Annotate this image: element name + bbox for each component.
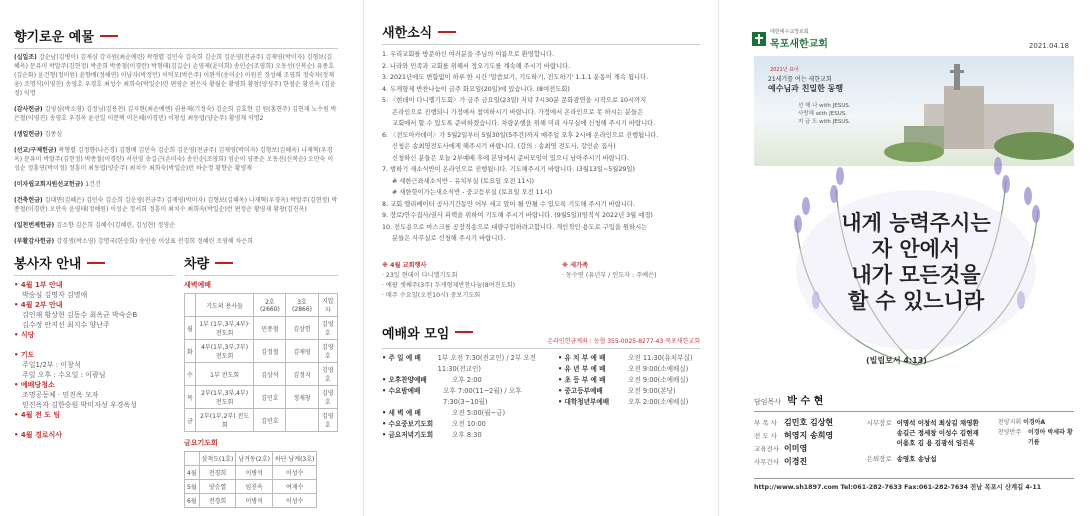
offering-label: (감사헌금) (14, 106, 45, 113)
table-cell: 김영호 (318, 386, 337, 409)
worship-time: 오후 7:00(11~2월) / 오후 7:30(3~10월) (443, 386, 522, 406)
table-header-cell: 지압자 (318, 294, 337, 317)
service-line (14, 340, 174, 350)
table-header-cell: 하단 남계(3호) (273, 452, 317, 466)
service-heading: • 4월 경로식사 (14, 431, 63, 439)
staff-row (754, 418, 867, 428)
table-header-cell: 남겨동(2호) (236, 452, 273, 466)
table-cell: 김영호 (318, 340, 337, 363)
worship-time: 1부 오전 7:30(전교인) / 2부 오전 11:30(전교인) (437, 353, 537, 373)
staff-role: 부 목 사 (754, 419, 777, 427)
left-panel (0, 0, 360, 516)
service-section: 봉사자 안내 • 4월 1부 안내 박숭심 김명자 김명애 • 4월 2부 안내 김인재 황상현 김동수 최옥균 박숙순B 김수정 안지선 최지수 양난주 • 식당 • 기도 주일1/2부 : 이창석 주일 오후 : 수요일 : 이광님 • 예배당청소 조명공동체 · 믿진옥 모자 믿진옥자 김한승원 박미자성 우경옥성 • 4월 전 도 팀 • 4월 경로식사 (14, 253, 174, 508)
worship-time: 오전 10:00 (452, 419, 486, 428)
news-item: 분들은 사무실로 신청해 주시기 바랍니다. (392, 235, 506, 242)
bus-title: 새벽예배 (184, 281, 212, 289)
verse-reference: (빌립보서 4:13) (866, 356, 927, 365)
service-line: 주일1/2부 : 이창석 (22, 361, 81, 369)
worship-time: 오전 5:00(월~금) (452, 408, 506, 417)
news-item: 10. 전도용으로 마스크를 공장직송으로 대량구입하려고합니다. 개인적인 용도로 구입을 원하시는 (382, 223, 648, 231)
staff-row (754, 431, 867, 441)
offering-group: (일천번제헌금) 김소향 김은희 김혜수(김혜린, 김성현) 정영순 (14, 222, 175, 229)
worship-time: 오전 9:00(소예배실) (628, 375, 689, 384)
worship-name: • 새 벽 예 배 (382, 408, 421, 417)
table-cell: 1부 전도회 (195, 363, 254, 386)
news-item: # 새한근좌새소식반 - 유치부실 (토요일 오전 11시) (392, 177, 534, 185)
cross-icon (752, 32, 766, 46)
staff-section: 담임목사 박 수 현 부 목 사 김민호 김상현 전 도 사 허영지 송희영 교육전사 이미영 사무간사 이경진 시무장로 이명석 이창석 최상길 채영환 송길근 정세창 이성수 김현재 이용호 김 용 김광석 임진옥 은퇴장로 송영호 송남섭 찬양지휘 이경아A 찬양반주 이경아 박세라 황기름 (754, 396, 1073, 466)
offering-group: (부활감사헌금) 강경생(박소영) 강명국(한승희) 송인송 이상표 전경희 정혜린 조영해 차은희 (14, 238, 253, 245)
service-line: 조명공동체 · 믿진옥 모자 (22, 391, 99, 399)
table-header-cell: 삼척도(1호) (199, 452, 236, 466)
staff-name: 김민호 김상현 (784, 418, 834, 427)
service-line: 김수정 안지선 최지수 양난주 (22, 321, 110, 329)
event-item: · 예팔 셋째주(3주) 두게형제반찬나눔(8여전도회) (382, 281, 515, 289)
table-cell: 4부(1부,3부,7부) 전도회 (195, 340, 254, 363)
staff-name: 이미영 (784, 444, 808, 453)
senior-pastor: 박 수 현 (787, 396, 824, 407)
scripture-verse: 내게 능력주시는 자 안에서 내가 모든것을 할 수 있느니라 (841, 210, 991, 313)
offering-label: (미자립교회지원선교헌금) (14, 181, 86, 188)
table-cell: 월 (185, 317, 196, 340)
table-cell: 정재창 (286, 386, 318, 409)
news-item: 1. 우리교회를 방문하신 여러분을 주님의 이름으로 환영합니다. (382, 51, 555, 58)
table-cell: 김상석 (254, 363, 286, 386)
staff-name: 이경진 (784, 457, 808, 466)
table-row (185, 409, 338, 432)
worship-row (382, 408, 552, 419)
offering-group: (감사헌금) 김영심(박소영) 김정님(김용천) 김지현(최순예엔) 권용재(기정숙) 김순희 김효현 김 원(홍현주) 김현재 노수원 박은철(이영진) 송영호 우경옥 윤선일 이문택 이은혜(이경민) 이창섭 최동엽(양순주) 황영재 익명2 (14, 106, 337, 122)
table-cell: 양승열 (199, 480, 236, 494)
fold-line-1 (363, 0, 364, 516)
table-row (185, 386, 338, 409)
table-row (185, 466, 317, 480)
offering-group: (미자립교회지원선교헌금) 1건건 (14, 181, 101, 188)
worship-time: 오후 8:30 (452, 430, 482, 439)
table-row (185, 340, 338, 363)
table-cell (286, 409, 318, 432)
staff-role: 교육전사 (754, 445, 780, 453)
footer-contact: http://www.sh1897.com Tel:061-282-7633 Fax:061-282-7634 전남 목포시 산계길 4-11 (754, 478, 1074, 491)
service-line (14, 420, 174, 430)
church-logo: 대한예수교장로회 목포새한교회 (752, 28, 828, 50)
table-cell: 5월 (185, 480, 200, 494)
worship-name: • 오후찬양예배 (382, 375, 427, 384)
offering-list (14, 53, 338, 246)
news-title: 새한소식 (382, 22, 700, 41)
offering-group: (생일헌금) 김종심 (14, 131, 63, 138)
worship-name: • 수요중보기도회 (382, 419, 434, 428)
worship-name: • 유 치 부 예 배 (558, 353, 606, 362)
worship-schedule (382, 353, 700, 441)
news-item: 9. 장로/안수집사/권사 피택을 위하여 기도해 주시기 바랍니다. (9월5일)(임직식 2022년 3월 예정) (382, 212, 653, 219)
newcomer-item: · 동수연 (유년부 / 인도자 : 주예은) (562, 271, 657, 279)
offering-group: (선교/구제헌금) 곽형렬 김정향(나은경) 김형배 김민숙 김순희 김운영(전금주) 김재영(박미자) 김형보(김혜옥) 나재혁(우경옥) 문유미 박말주(김현정) 박종철(이경란) 서선영 송길근(손미숙) 송인순(조영희) 엄순이 양종순 오동선(신복순) 오만숙 이성순 정홍연(박미정) 정흥미 최동엽(양순주) 최치수 최희숙(박일순)런 하순정 황향순 황영재 (14, 147, 334, 172)
table-row (185, 317, 338, 340)
table-cell: 수 (185, 363, 196, 386)
table-cell: 김민호 (254, 386, 286, 409)
table-cell: 민종철 (254, 317, 286, 340)
worship-name: • 중고등부예배 (558, 386, 603, 395)
offering-label: (선교/구제헌금) (14, 147, 59, 154)
table-cell: 이성수 (273, 466, 317, 480)
worship-name: • 주 일 예 배 (382, 353, 421, 362)
worship-time: 오전 11:30(유치부실) (628, 353, 693, 362)
worship-name: • 초 등 부 예 배 (558, 375, 606, 384)
table-cell: 김민호 (254, 409, 286, 432)
bus-table (184, 293, 338, 432)
middle-panel (370, 0, 710, 516)
table-cell: 1부 (1부,3부,4부)·전도회 (195, 317, 254, 340)
worship-time: 오후 2:00(소예배실) (628, 397, 689, 406)
news-item: 3. 2021년에도 변함없이 하루 한 시간 '말씀보기, 기도하기, 전도하기' 1.1.1 운동이 계속 됩니다. (382, 74, 649, 81)
worship-row (558, 386, 692, 397)
news-item: 교회에서 할 수 있도록 준비하겠습니다. 차량운행을 위해 미리 사무실에 신청해 주시기 바랍니다. (392, 120, 656, 127)
staff-role: 사무간사 (754, 458, 780, 466)
worship-row (382, 419, 552, 430)
service-heading: • 4월 2부 안내 (14, 301, 63, 309)
news-item: 2. 나라와 민족과 교회를 위해서 정오기도를 계속해 주시기 바랍니다. (382, 62, 571, 70)
offering-group: (십일조) 강순남(김병이) 김재심 강지원(최순애련) 곽형렬 김민숙 김숙희 김순희 김운영(전금주) 김재영(박미자) 김형보(김혜옥) 문유미 박말주(김현정) 박준희 박종철(이경란) 박형태(김길순) 손영제(윤미희) 송인순(조영희) 오동선(신복순) 유종호(김순화) 윤건형(정미원) 윤향배(정해연) 이남자(박정민) 이덕모(박은주) 이완석(송미순) 이원진 정성혜 조영희 정숙자(정재웅) 조명식(이영진) 송영호 우경호 최성수 최희숙(박일순)런 편영순 편은자 황월순 황영희 황창(양성주) 한점순 황진옥 (김윤정) 익명 (14, 54, 336, 97)
offering-label: (일천번제헌금) (14, 222, 57, 229)
table-cell: 김영호 (318, 317, 337, 340)
worship-name: • 유 년 부 예 배 (558, 364, 606, 373)
right-panel (726, 0, 1091, 516)
table-cell: 금 (185, 409, 196, 432)
worship-row (382, 386, 552, 408)
bank-account: 온라인헌금계좌 : 농협 355-0025-8277-43 목포새한교회 (547, 337, 700, 345)
offering-group: (건축헌금) 김대면(김혜은) 김민숙 김순희 김운영(전금주) 김재영(박미자) 김형보(김혜옥) 나재혁(우경옥) 박말주(김현정) 박종철(이경란) 오만숙 윤영태(정혜원) 이성순 정서희 정흥미 최치수 최희숙(박일순)런 편정순 황영재 황창(김진옥) (14, 197, 338, 213)
staff-role: 전 도 사 (754, 432, 777, 440)
meal-table (184, 451, 317, 508)
table-cell: 김영호 (318, 409, 337, 432)
worship-time: 오후 2:00 (452, 375, 482, 384)
table-header-cell: 기도의 용사들 (195, 294, 254, 317)
offering-label: (건축헌금) (14, 197, 45, 204)
fold-line-2 (718, 0, 719, 516)
table-row (185, 480, 317, 494)
service-heading: • 4월 전 도 팀 (14, 411, 61, 419)
worship-row (382, 430, 552, 441)
table-row (185, 363, 338, 386)
worship-name: • 대학청년부예배 (558, 397, 610, 406)
table-cell: 이병석 (236, 494, 273, 508)
news-item: 5. 〈현데이 다니엘기도회〉가 금주 금요일(23일) 저녁 7시30분 문화광연을 시작으로 10시까지 (382, 97, 647, 104)
offering-label: (부활감사헌금) (14, 238, 57, 245)
church-photo: 2021년 표어 21세기를 여는 새한교회 예수님과 친밀한 동행 선 해 나 with JESUS. 사랑해 with JESUS. 지 금 도 with JESUS. (754, 56, 1074, 166)
service-line (14, 440, 174, 450)
event-item: · 매주 수요일(오전10시) 중보기도회 (382, 291, 481, 299)
table-header-cell: 3호(2866) (286, 294, 318, 317)
service-line: 주일 오후 : 수요일 : 이광님 (22, 371, 106, 379)
news-item: 7. 범하기 새소식반이 온라인으로 진행됩니다. 기도해주시기 바랍니다. (3월13일~5월29일) (382, 166, 635, 173)
worship-name: • 금요저녁기도회 (382, 430, 434, 439)
staff-name: 허영지 송희영 (784, 431, 834, 440)
service-heading: • 4월 1부 안내 (14, 281, 63, 289)
news-item: 신청하신 분들은 오늘 2부예배 후에 본당에서 준비모임이 있으니 남아주시기 바랍니다. (392, 154, 629, 162)
table-header-cell (185, 294, 196, 317)
news-item: 신청은 송최영전도사에게 해주시기 바랍니다. (강의 : 송최영 전도사, 강인순 집사) (392, 143, 616, 150)
worship-row (558, 397, 692, 408)
table-cell: 김상헌 (286, 317, 318, 340)
worship-title: 예배와 모임 (382, 323, 700, 342)
worship-row (558, 364, 692, 375)
service-line: 박숭심 김명자 김명애 (22, 291, 88, 299)
service-heading: • 예배당청소 (14, 381, 55, 389)
table-header-cell: 2호(2660) (254, 294, 286, 317)
worship-row (558, 375, 692, 386)
news-item: 6. 〈전도아카데미〉가 5월2일부터 5월30일(5주간)까지 매주일 오후 2시에 온라인으로 진행됩니다. (382, 131, 659, 139)
car-section: 차량 새벽예배 기도의 용사들 2호(2660) 3호(2866) 지압자 월 1부 (1부,3부,4부)·전도회 민종철 김상헌 김영호 화 4부(1부,3부,7부) 전도회 김정철 김재영 김영호 수 1부 전도회 김상석 김정지 김영호 목 2부(1부,3부,4부) 전도회 김민호 정재창 김영호 금 2부(1부,2부) 전도회 김민호 김영호 금요기도회 삼척도(1호) 남겨동(2호) 하단 남계(3호) 4월 전경희 이병석 이성수 5월 양승열 임진옥 여재수 6월 전경희 이병석 이성수 (184, 253, 338, 508)
table-header-cell (185, 452, 200, 466)
table-cell: 이성수 (273, 494, 317, 508)
worship-row (558, 353, 692, 364)
table-cell: 목 (185, 386, 196, 409)
staff-row (754, 444, 867, 454)
news-item: 8. 교회 엘리베이터 공사기간동안 어부 세고 앞이 될 만될 수 있도록 기도해 주시기 바랍니다. (382, 200, 636, 208)
table-cell: 이병석 (236, 466, 273, 480)
table-cell: 김정철 (254, 340, 286, 363)
news-item: 4. 두게형제 반찬나눔이 금주 화요일(20일)에 있습니다. (8여전도회) (382, 85, 570, 93)
table-cell: 전경희 (199, 494, 236, 508)
table-cell: 전경희 (199, 466, 236, 480)
event-item: · 23일 현데이 다니엘기도회 (382, 271, 458, 279)
service-line: 믿진옥자 김한승원 박미자성 우경옥성 (22, 401, 137, 409)
news-item: # 새한핫이가는새소식반 - 중고등부실 (토요일 오전 11시) (392, 189, 553, 196)
table-cell: 김영호 (318, 363, 337, 386)
news-list (382, 49, 700, 245)
offering-label: (생일헌금) (14, 131, 45, 138)
worship-name: • 수요밤예배 (382, 386, 421, 395)
table-cell: 6월 (185, 494, 200, 508)
service-heading: • 식당 (14, 331, 35, 339)
table-cell: 2부(1부,2부) 전도회 (195, 409, 254, 432)
table-cell: 4월 (185, 466, 200, 480)
table-cell: 임진옥 (236, 480, 273, 494)
events-box: ※ 4월 교회행사 · 23일 현데이 다니엘기도회 · 예팔 셋째주(3주) 두게형제반찬나눔(8여전도회) · 매주 수요일(오전10시) 중보기도회 ※ 새가족 · 동수연 (유년부 / 인도자 : 주예은) (382, 261, 657, 299)
staff-row (754, 457, 867, 467)
flowers-title: 향기로운 예물 (14, 26, 338, 45)
news-item: 온라인으로 진행되니 가정에서 참여하시기 바랍니다. 가정에서 온라인으로 못 하시는 분들은 (392, 108, 644, 116)
table-cell: 김재영 (286, 340, 318, 363)
offering-label: (십일조) (14, 54, 39, 61)
worship-time: 오전 9:00(소예배실) (628, 364, 689, 373)
service-heading: • 기도 (14, 351, 35, 359)
table-row (185, 494, 317, 508)
worship-time: 오전 9:00(본당) (628, 386, 676, 395)
service-line: 김인재 황상현 김동수 최옥균 박숙순B (22, 311, 138, 319)
table-cell: 화 (185, 340, 196, 363)
bulletin-date: 2021.04.18 (1028, 42, 1069, 50)
table-cell: 김정지 (286, 363, 318, 386)
table-cell: 2부(1부,3부,4부) 전도회 (195, 386, 254, 409)
table-cell: 여재수 (273, 480, 317, 494)
worship-row (382, 353, 552, 375)
worship-row (382, 375, 552, 386)
meal-title: 금요기도회 (184, 439, 218, 447)
